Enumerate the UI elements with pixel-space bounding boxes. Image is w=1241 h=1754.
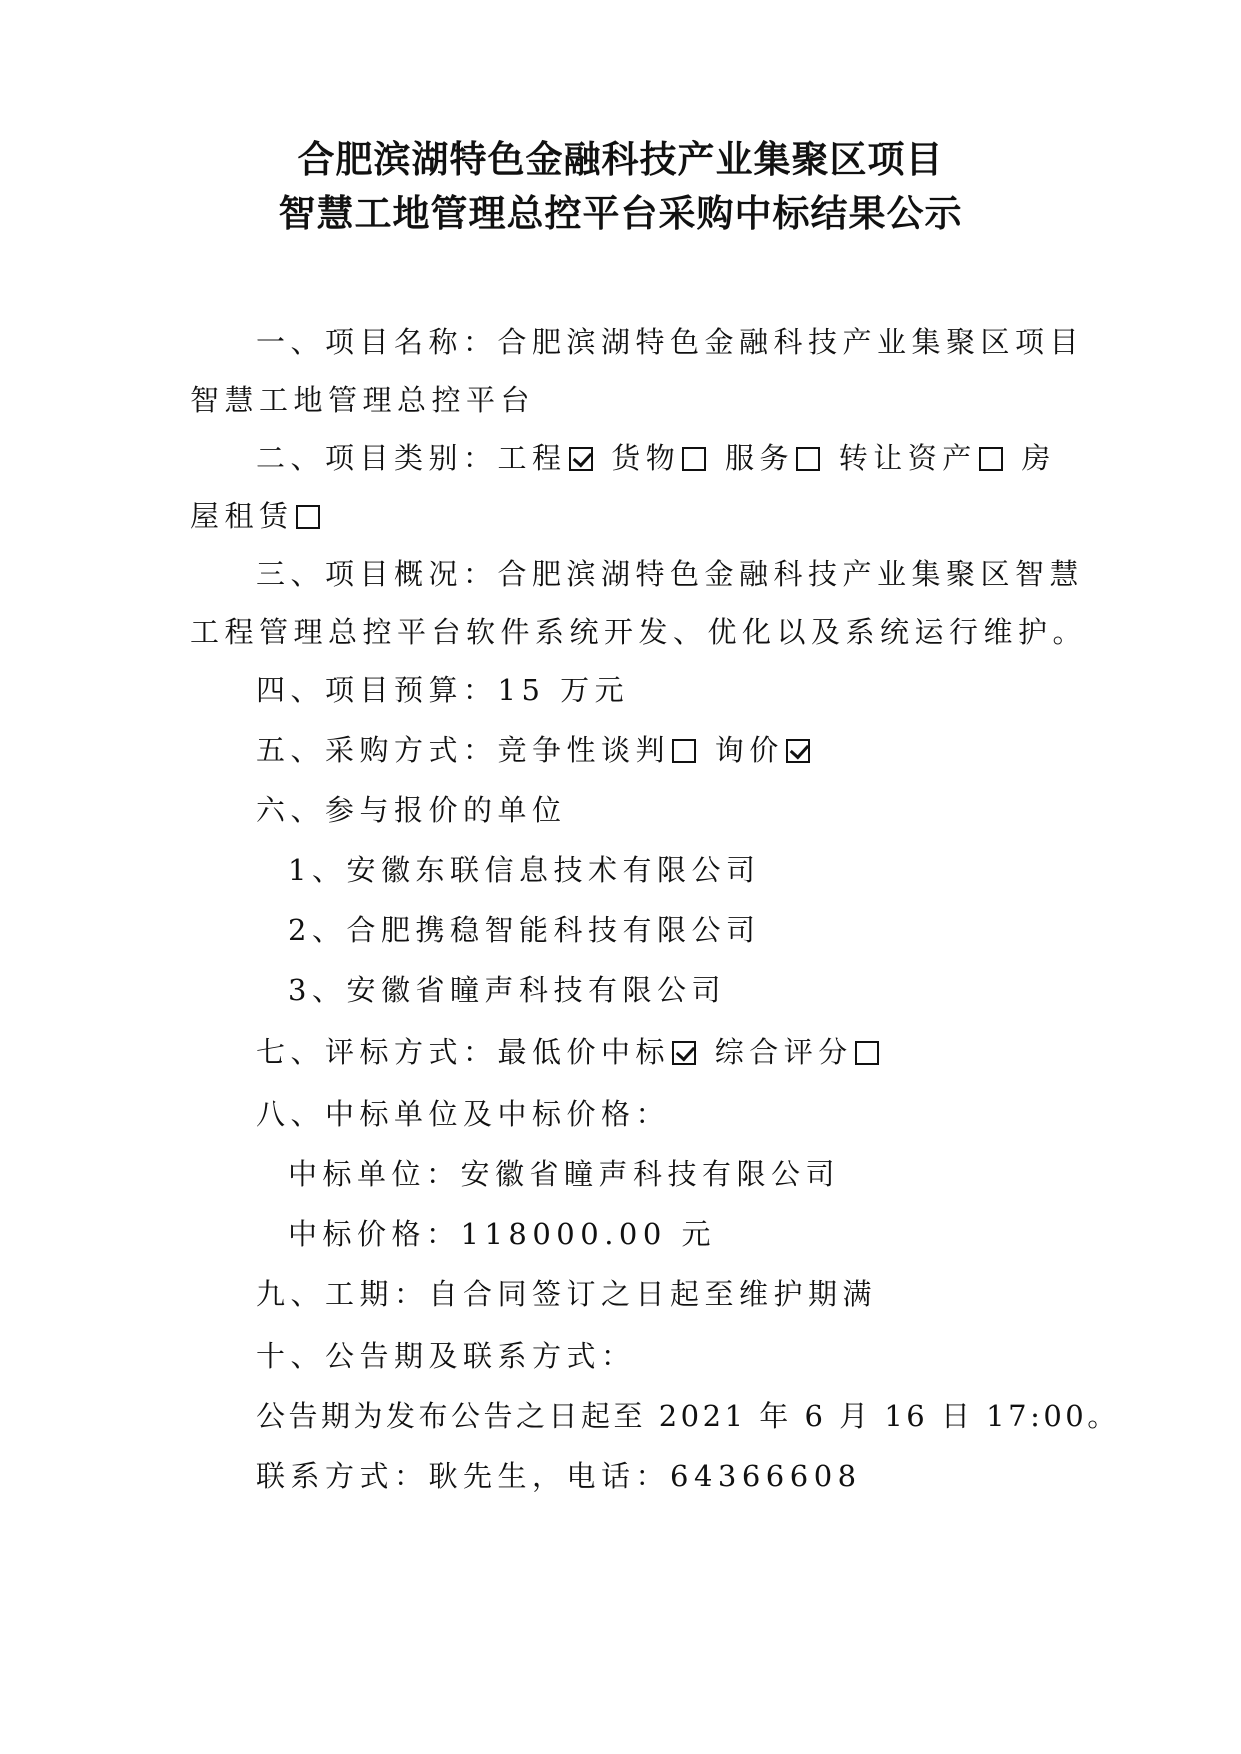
category-option-goods[interactable]: 货物: [611, 441, 710, 475]
evaluation-option-lowest-price[interactable]: 最低价中标: [498, 1035, 701, 1069]
page-title-line-2: 智慧工地管理总控平台采购中标结果公示: [278, 192, 963, 235]
project-budget: 四、项目预算：15 万元: [256, 673, 630, 707]
winner-unit: 中标单位：安徽省瞳声科技有限公司: [288, 1157, 841, 1191]
purchase-method: [256, 730, 814, 770]
contact-info: 联系方式：耿先生，电话：64366608: [256, 1459, 862, 1493]
evaluation-method-label: 七、评标方式：: [256, 1035, 498, 1069]
project-name-line-1: 一、项目名称：合肥滨湖特色金融科技产业集聚区项目: [256, 325, 1085, 359]
bidder-item: 2、合肥携稳智能科技有限公司: [288, 913, 761, 947]
evaluation-method: [256, 1032, 883, 1072]
overview-line-2: 工程管理总控平台软件系统开发、优化以及系统运行维护。: [190, 615, 1088, 649]
purchase-method-label: 五、采购方式：: [256, 733, 498, 767]
overview-line-1: 三、项目概况：合肥滨湖特色金融科技产业集聚区智慧: [256, 557, 1085, 591]
construction-period: 九、工期：自合同签订之日起至维护期满: [256, 1277, 878, 1311]
bidder-item: 1、安徽东联信息技术有限公司: [288, 853, 761, 887]
category-option-service[interactable]: 服务: [725, 441, 824, 475]
checkbox-checked[interactable]: [569, 447, 593, 471]
checkbox-empty[interactable]: [296, 505, 320, 529]
project-name-line-2: 智慧工地管理总控平台: [190, 383, 536, 417]
purchase-option-negotiation[interactable]: 竞争性谈判: [498, 733, 701, 767]
bidders-heading: 六、参与报价的单位: [256, 793, 567, 827]
notice-heading: 十、公告期及联系方式：: [256, 1339, 636, 1373]
checkbox-empty[interactable]: [682, 447, 706, 471]
checkbox-empty[interactable]: [796, 447, 820, 471]
checkbox-empty[interactable]: [979, 447, 1003, 471]
checkbox-checked[interactable]: [786, 739, 810, 763]
category-option-housing-prefix: 房: [1021, 441, 1056, 475]
winner-price: 中标价格：118000.00 元: [288, 1217, 717, 1251]
project-category-label: 二、项目类别：: [256, 441, 498, 475]
category-option-asset-transfer[interactable]: 转让资产: [839, 441, 1007, 475]
notice-period: 公告期为发布公告之日起至 2021 年 6 月 16 日 17:00。: [256, 1399, 1120, 1433]
category-option-housing-rental[interactable]: 屋租赁: [190, 496, 324, 536]
purchase-option-inquiry[interactable]: 询价: [715, 733, 814, 767]
bidder-item: 3、安徽省瞳声科技有限公司: [288, 973, 726, 1007]
page-title-line-1: 合肥滨湖特色金融科技产业集聚区项目: [297, 138, 944, 181]
checkbox-checked[interactable]: [672, 1041, 696, 1065]
project-category: [256, 438, 1056, 478]
checkbox-empty[interactable]: [672, 739, 696, 763]
evaluation-option-comprehensive[interactable]: 综合评分: [715, 1035, 883, 1069]
winner-heading: 八、中标单位及中标价格：: [256, 1097, 671, 1131]
checkbox-empty[interactable]: [855, 1041, 879, 1065]
category-option-engineering[interactable]: 工程: [498, 441, 597, 475]
